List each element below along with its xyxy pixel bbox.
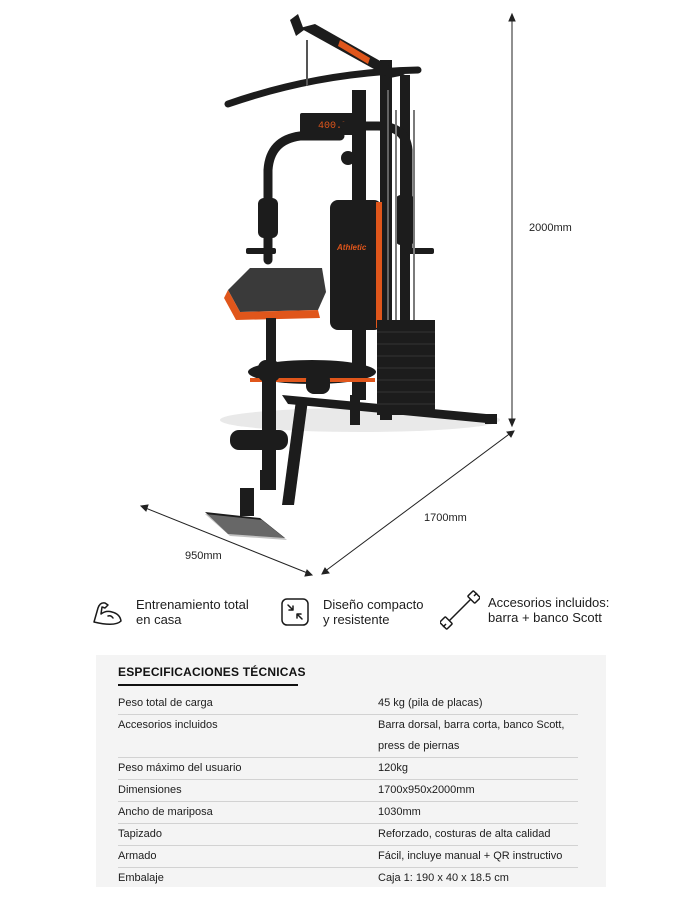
dimension-lines [141, 14, 515, 576]
table-row [118, 846, 578, 868]
feature-accessories [440, 590, 609, 630]
feature-list [0, 588, 700, 638]
weight-display: 400.7 [318, 121, 349, 132]
specs-title: ESPECIFICACIONES TÉCNICAS [118, 665, 306, 679]
feature-text: Accesorios incluidos: barra + banco Scott [488, 595, 610, 625]
barbell-icon [440, 590, 480, 630]
spec-label: Accesorios incluidos [118, 719, 218, 731]
table-row [118, 715, 578, 758]
brand-label: Athletic [337, 243, 367, 252]
table-row [118, 868, 578, 890]
leg-developer [230, 365, 288, 516]
height-dimension-label: 2000mm [529, 222, 572, 234]
spec-label: Tapizado [118, 828, 163, 840]
spec-value: Reforzado, costuras de alta calidad [378, 828, 551, 840]
specs-table [118, 693, 578, 889]
table-row [118, 802, 578, 824]
feature-compact-design [275, 592, 423, 632]
spec-label: Ancho de mariposa [118, 806, 213, 818]
spec-value: 1700x950x2000mm [378, 784, 475, 796]
width-dimension-label: 950mm [185, 550, 222, 562]
scott-pad [224, 268, 326, 368]
table-row [118, 758, 578, 780]
table-row [118, 693, 578, 715]
spec-value: Barra dorsal, barra corta, banco Scott, press de piernas [378, 719, 565, 752]
specs-title-underline [118, 684, 298, 686]
flexed-arm-icon [88, 592, 128, 632]
spec-label: Embalaje [118, 872, 164, 884]
feature-total-training [88, 592, 249, 632]
spec-value: 45 kg (pila de placas) [378, 697, 483, 709]
spec-label: Dimensiones [118, 784, 182, 796]
backrest [330, 200, 382, 330]
spec-value: Caja 1: 190 x 40 x 18.5 cm [378, 872, 509, 884]
spec-label: Peso máximo del usuario [118, 762, 242, 774]
compress-arrows-icon [275, 592, 315, 632]
table-row [118, 824, 578, 846]
spec-value: 1030mm [378, 806, 421, 818]
specs-card [96, 655, 606, 887]
feature-text: Diseño compacto y resistente [323, 597, 424, 627]
spec-label: Peso total de carga [118, 697, 213, 709]
spec-value: Fácil, incluye manual + QR instructivo [378, 850, 563, 862]
table-row [118, 780, 578, 802]
feature-text: Entrenamiento total en casa [136, 597, 249, 627]
depth-dimension-label: 1700mm [424, 512, 467, 524]
spec-label: Armado [118, 850, 157, 862]
spec-value: 120kg [378, 762, 408, 774]
